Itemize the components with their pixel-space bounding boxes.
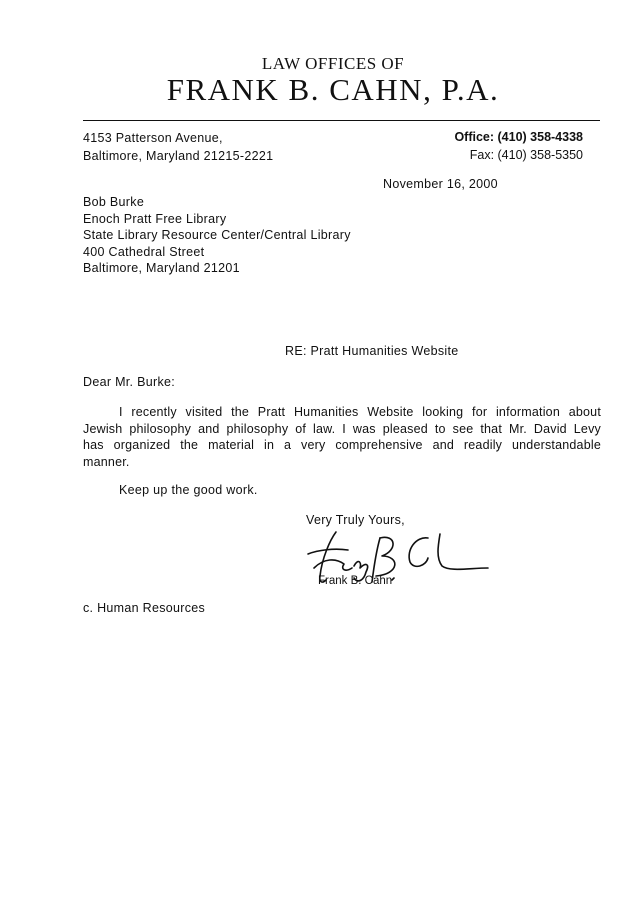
body-line: Jewish philosophy and philosophy of law. I was pleased to see that Mr. David Levy <box>83 421 601 436</box>
body-line: manner. <box>83 454 130 469</box>
recipient-line: Enoch Pratt Free Library <box>83 211 227 226</box>
sender-street: 4153 Patterson Avenue, <box>83 131 223 145</box>
recipient-address-block <box>83 194 351 277</box>
sender-fax: Fax: (410) 358-5350 <box>469 148 583 162</box>
letterhead-law-offices: LAW OFFICES OF <box>261 54 405 73</box>
valediction: Very Truly Yours, <box>306 513 405 527</box>
subject-line: RE: Pratt Humanities Website <box>285 344 459 358</box>
body-line: has organized the material in a very comprehensive and readily understandable <box>83 438 601 452</box>
body-line: I recently visited the Pratt Humanities Website looking for information about <box>119 405 601 419</box>
letter-date: November 16, 2000 <box>383 177 498 191</box>
letterhead-firm-name: FRANK B. CAHN, P.A. <box>166 72 500 107</box>
recipient-line: Baltimore, Maryland 21201 <box>83 261 240 275</box>
carbon-copy: c. Human Resources <box>83 601 206 615</box>
body-paragraph-2: Keep up the good work. <box>119 483 258 497</box>
salutation: Dear Mr. Burke: <box>83 375 176 389</box>
letterhead-divider <box>83 120 600 121</box>
sender-city: Baltimore, Maryland 21215-2221 <box>83 149 274 163</box>
sender-office-phone: Office: (410) 358-4338 <box>454 130 583 144</box>
recipient-line: Bob Burke <box>83 195 145 209</box>
body-paragraph <box>83 404 601 470</box>
signature-name: Frank B. Cahn <box>318 575 393 587</box>
recipient-line: State Library Resource Center/Central Library <box>83 228 351 242</box>
recipient-line: 400 Cathedral Street <box>83 244 205 259</box>
